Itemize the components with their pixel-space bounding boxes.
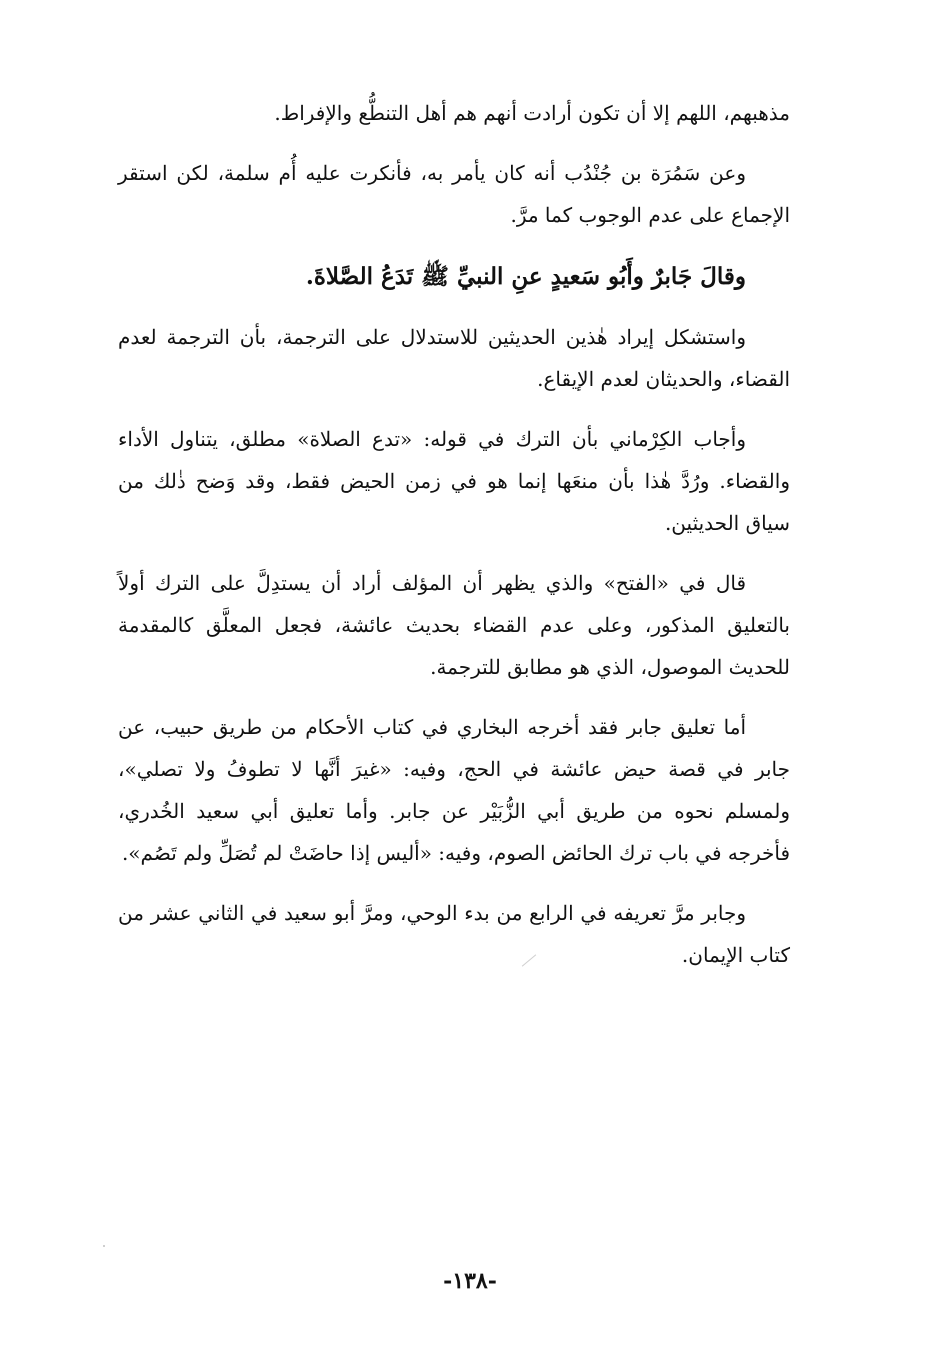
page-body	[118, 92, 790, 994]
paragraph-objection: واستشكل إيراد هٰذين الحديثين للاستدلال على الترجمة، بأن الترجمة لعدم القضاء، والحديثان لعدم الإيقاع.	[118, 325, 790, 391]
paragraph-continuation: مذهبهم، اللهم إلا أن تكون أرادت أنهم هم أهل التنطُّع والإفراط.	[274, 101, 790, 125]
paragraph-biography-ref: وجابر مرَّ تعريفه في الرابع من بدء الوحي، ومرَّ أبو سعيد في الثاني عشر من كتاب الإيمان.	[118, 901, 790, 967]
paragraph-fath: قال في «الفتح» والذي يظهر أن المؤلف أراد أن يستدِلَّ على الترك أولاً بالتعليق المذكور، وعلى عدم القضاء بحديث عائشة، فجعل المعلَّق كالمقدمة للحديث الموصول، الذي هو مطابق للترجمة.	[118, 571, 790, 679]
paragraph-samura: وعن سَمُرَة بن جُنْدُب أنه كان يأمر به، فأنكرت عليه أُم سلمة، لكن استقر الإجماع على عدم الوجوب كما مرَّ.	[118, 161, 790, 227]
paragraph-kirmani: وأجاب الكِرْماني بأن الترك في قوله: «تدع الصلاة» مطلق، يتناول الأداء والقضاء. ورُدَّ هٰذا بأن منعَها إنما هو في زمن الحيض فقط، وقد وَضح ذٰلك من سياق الحديثين.	[118, 427, 790, 535]
paragraph-jabir-takhrij: أما تعليق جابر فقد أخرجه البخاري في كتاب الأحكام من طريق حبيب، عن جابر في قصة حيض عائشة في الحج، وفيه: «غيرَ أنَّها لا تطوفُ ولا تصلي»، ولمسلم نحوه من طريق أبي الزُّبَيْر عن جابر. وأما تعليق أبي سعيد الخُدري، فأخرجه في باب ترك الحائض الصوم، وفيه: «أليس إذا حاضَتْ لم تُصَلِّ ولم تَصُم».	[118, 715, 790, 865]
hadith-heading: وقالَ جَابرٌ وأَبُو سَعيدٍ عنِ النبيِّ ﷺ تَدَعُ الصَّلاةَ.	[305, 263, 746, 290]
page-number: -١٣٨-	[443, 1268, 497, 1294]
scan-speck	[103, 1245, 105, 1247]
